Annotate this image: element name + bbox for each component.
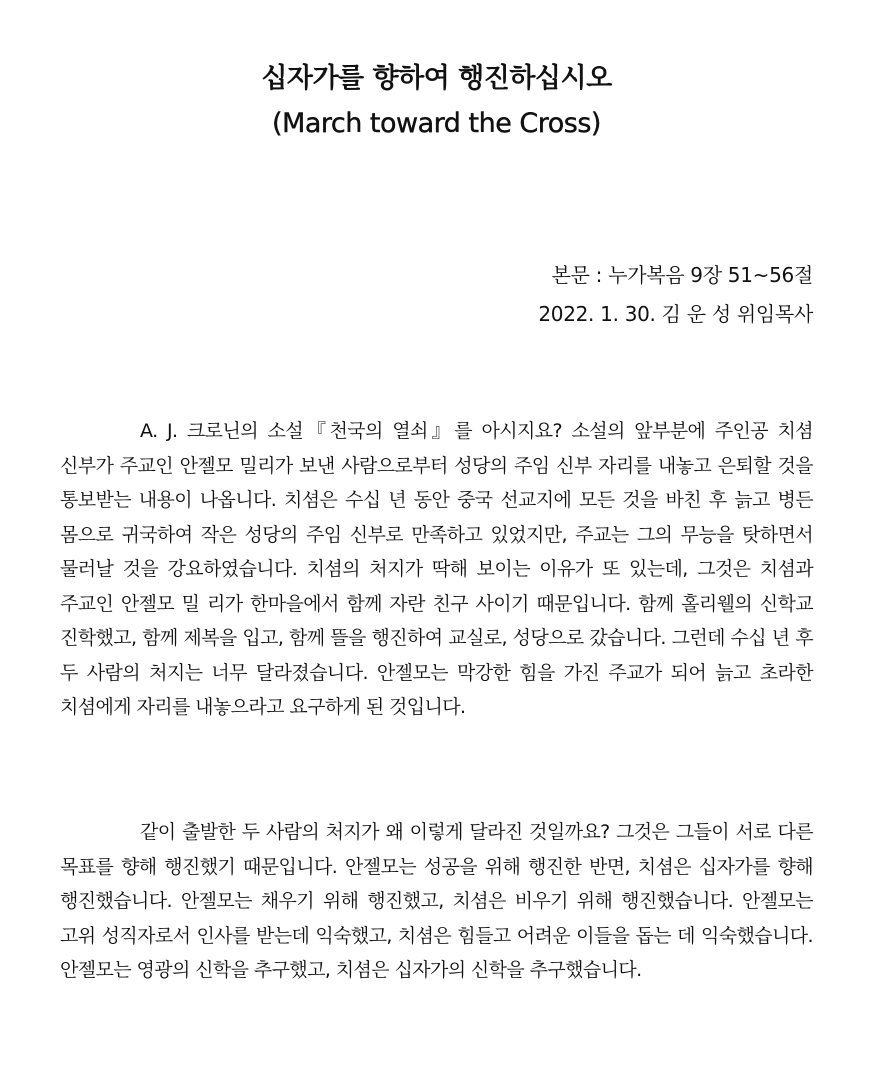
- body-paragraph-2: 같이 출발한 두 사람의 처지가 왜 이렇게 달라진 것일까요? 그것은 그들이 서로 다른 목표를 향해 행진했기 때문입니다. 안젤모는 성공을 위해 행진한 반면, 치셤은 십자가를 향해 행진했습니다. 안젤모는 채우기 위해 행진했고, 치셤은 비우기 위해 행진했습니다. 안젤모는 고위 성직자로서 인사를 받는데 익숙했고, 치셤은 힘들고 어려운 이들을 돕는 데 익숙했습니다. 안젤모는 영광의 신학을 추구했고, 치셤은 십자가의 신학을 추구했습니다.: [60, 821, 813, 981]
- scripture-reference: 본문 : 누가복음 9장 51~56절: [551, 263, 813, 287]
- sermon-title-korean: 십자가를 향하여 행진하십시오: [261, 63, 612, 94]
- date-and-author: 2022. 1. 30. 김 운 성 위임목사: [538, 302, 813, 326]
- sermon-title-english: (March toward the Cross): [272, 108, 601, 139]
- body-paragraph-1: A. J. 크로닌의 소설『천국의 열쇠』를 아시지요? 소설의 앞부분에 주인공 치셤 신부가 주교인 안젤모 밀리가 보낸 사람으로부터 성당의 주임 신부 자리를 내놓고 은퇴할 것을 통보받는 내용이 나옵니다. 치셤은 수십 년 동안 중국 선교지에 모든 것을 바친 후 늙고 병든 몸으로 귀국하여 작은 성당의 주임 신부로 만족하고 있었지만, 주교는 그의 무능을 탓하면서 물러날 것을 강요하였습니다. 치셤의 처지가 딱해 보이는 이유가 또 있는데, 그것은 치셤과 주교인 안젤모 밀 리가 한마을에서 함께 자란 친구 사이기 때문입니다. 함께 홀리웰의 신학교 진학했고, 함께 제복을 입고, 함께 뜰을 행진하여 교실로, 성당으로 갔습니다. 그런데 수십 년 후 두 사람의 처지는 너무 달라졌습니다. 안젤모는 막강한 힘을 가진 주교가 되어 늙고 초라한 치셤에게 자리를 내놓으라고 요구하게 된 것입니다.: [60, 420, 813, 718]
